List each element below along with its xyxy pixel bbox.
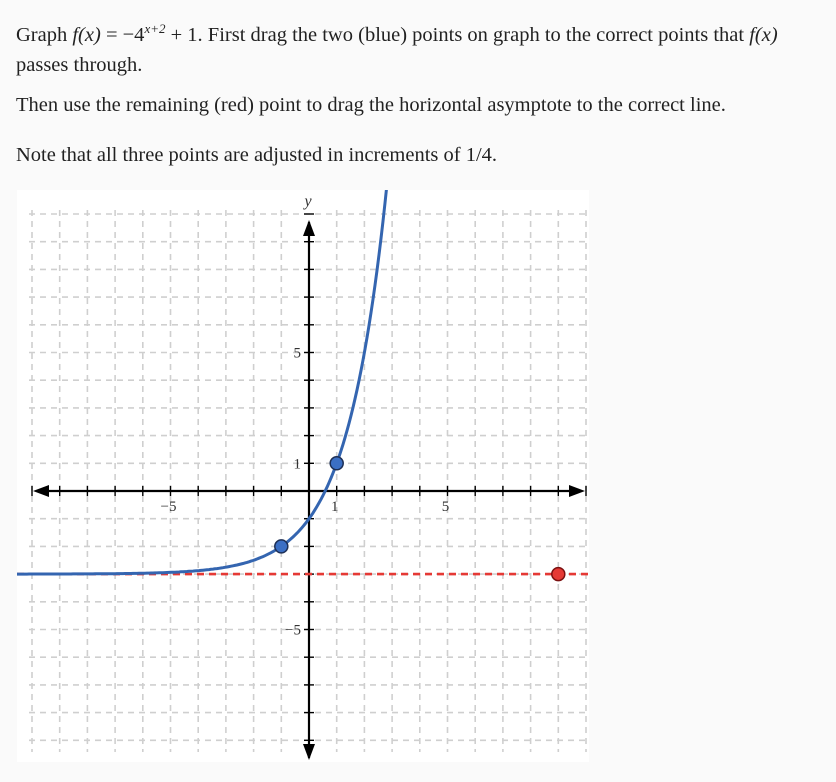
problem-statement xyxy=(16,14,826,80)
prompt-text-2: + 1. First drag the two (blue) points on graph to the correct points that xyxy=(165,23,750,46)
function-name-2: f(x) xyxy=(749,23,778,46)
graph-canvas[interactable] xyxy=(17,190,589,762)
x-tick-label: 5 xyxy=(441,499,450,515)
equation-text: = −4 xyxy=(100,23,145,46)
prompt-text-3: passes through. xyxy=(16,53,143,76)
function-curve xyxy=(17,190,389,574)
x-tick-label: −5 xyxy=(160,499,177,515)
x-tick-label: 1 xyxy=(330,499,339,515)
x-axis-arrow-right xyxy=(569,485,585,497)
exponent: x+2 xyxy=(144,21,166,36)
y-axis-arrow-down xyxy=(303,744,315,760)
draggable-point-red[interactable] xyxy=(552,568,565,581)
graph-panel[interactable] xyxy=(17,190,589,762)
y-tick-label: 1 xyxy=(293,456,301,473)
y-axis-arrow-up xyxy=(303,220,315,236)
draggable-point-blue-2[interactable] xyxy=(330,457,343,470)
x-axis-arrow-left xyxy=(33,485,49,497)
y-tick-label: 5 xyxy=(293,345,301,362)
y-tick-label: −5 xyxy=(285,622,301,639)
instruction-asymptote: Then use the remaining (red) point to drag the horizontal asymptote to the correct line. xyxy=(16,94,726,116)
prompt-text: Graph xyxy=(16,23,73,46)
y-axis-label: y xyxy=(304,193,312,210)
instruction-increments: Note that all three points are adjusted in increments of 1/4. xyxy=(16,144,498,166)
function-name: f(x) xyxy=(72,23,101,46)
draggable-point-blue-1[interactable] xyxy=(275,540,288,553)
